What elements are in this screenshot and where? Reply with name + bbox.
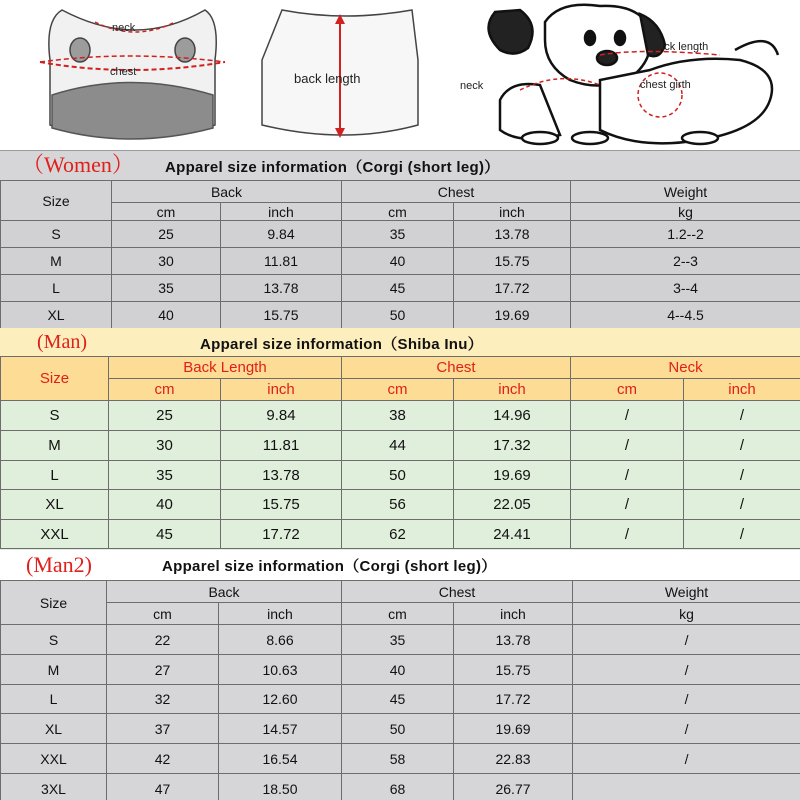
size-header: Size (1, 181, 112, 221)
man-size-table (0, 356, 800, 549)
table-cell: 24.41 (454, 520, 571, 549)
unit-header: inch (221, 379, 342, 401)
table-cell: / (684, 431, 800, 461)
table-cell: 37 (107, 714, 219, 744)
unit-header: cm (571, 379, 684, 401)
table-cell: / (571, 490, 684, 520)
table-cell: 9.84 (221, 401, 342, 431)
table-cell: / (573, 685, 800, 714)
table-row (1, 221, 800, 248)
table-cell: M (1, 431, 109, 461)
table-cell: 14.57 (219, 714, 342, 744)
table-cell: 11.81 (221, 248, 342, 275)
table-cell: 14.96 (454, 401, 571, 431)
unit-header: inch (454, 603, 573, 625)
table-cell: 68 (342, 774, 454, 800)
table-cell: 42 (107, 744, 219, 774)
unit-header: kg (573, 603, 800, 625)
table-cell: S (1, 401, 109, 431)
table-row (1, 490, 800, 520)
table-cell: 15.75 (454, 655, 573, 685)
table-cell: 50 (342, 461, 454, 490)
table-cell: 13.78 (454, 221, 571, 248)
table-row (1, 248, 800, 275)
unit-header: inch (221, 203, 342, 221)
table-cell: 2--3 (571, 248, 800, 275)
table-row (1, 275, 800, 302)
table-cell: 13.78 (221, 275, 342, 302)
table-cell: / (571, 520, 684, 549)
women-heading: Apparel size information（Corgi (short leg)） (165, 159, 500, 176)
table-cell: M (1, 655, 107, 685)
man2-tag: (Man2) (26, 552, 92, 577)
table-cell: 25 (112, 221, 221, 248)
table-cell: 15.75 (221, 490, 342, 520)
unit-header: cm (107, 603, 219, 625)
table-cell: / (571, 401, 684, 431)
table-cell: 11.81 (221, 431, 342, 461)
women-title-bar (0, 150, 800, 180)
back-length-label: back length (294, 71, 361, 86)
table-row (1, 302, 800, 329)
unit-header: inch (219, 603, 342, 625)
dog-drawing (489, 5, 778, 144)
table-cell: 12.60 (219, 685, 342, 714)
table-cell: 17.72 (221, 520, 342, 549)
table-cell: 3--4 (571, 275, 800, 302)
table-cell: L (1, 275, 112, 302)
table-cell: 35 (342, 221, 454, 248)
table-row (1, 625, 800, 655)
table-cell: 1.2--2 (571, 221, 800, 248)
table-cell: 16.54 (219, 744, 342, 774)
table-cell: 22 (107, 625, 219, 655)
group-header: Chest (342, 181, 571, 203)
table-cell: 56 (342, 490, 454, 520)
unit-header: cm (112, 203, 221, 221)
table-cell: 22.05 (454, 490, 571, 520)
table-cell: 35 (112, 275, 221, 302)
table-cell: 13.78 (221, 461, 342, 490)
table-cell: 40 (112, 302, 221, 329)
table-cell: 44 (342, 431, 454, 461)
man-tag: (Man) (37, 331, 87, 353)
table-cell: 10.63 (219, 655, 342, 685)
group-header: Weight (573, 581, 800, 603)
table-cell: 19.69 (454, 714, 573, 744)
group-header: Back Length (109, 357, 342, 379)
table-cell: M (1, 248, 112, 275)
table-cell: / (573, 744, 800, 774)
table-cell: 25 (109, 401, 221, 431)
table-cell: / (573, 714, 800, 744)
table-cell: L (1, 685, 107, 714)
table-row (1, 431, 800, 461)
man-title-bar (0, 328, 800, 356)
table-cell: 35 (109, 461, 221, 490)
table-cell: 50 (342, 714, 454, 744)
group-header: Neck (571, 357, 800, 379)
table-cell: 17.32 (454, 431, 571, 461)
table-cell: 19.69 (454, 302, 571, 329)
dog-neck-label: neck (460, 80, 484, 92)
table-cell: / (571, 461, 684, 490)
table-cell: L (1, 461, 109, 490)
chest-label: chest (110, 66, 137, 78)
man2-size-section (0, 550, 800, 800)
table-cell: 45 (109, 520, 221, 549)
man2-heading: Apparel size information（Corgi (short leg)） (162, 558, 497, 575)
table-cell: 45 (342, 685, 454, 714)
table-cell: 50 (342, 302, 454, 329)
table-cell: 17.72 (454, 685, 573, 714)
table-cell: 22.83 (454, 744, 573, 774)
women-size-section (0, 150, 800, 328)
table-row (1, 401, 800, 431)
table-cell: 8.66 (219, 625, 342, 655)
table-cell: 30 (112, 248, 221, 275)
man2-title-bar (0, 550, 800, 580)
dog-chest-girth-label: chest girth (640, 79, 691, 91)
unit-header: cm (342, 379, 454, 401)
table-cell: 30 (109, 431, 221, 461)
table-cell: 3XL (1, 774, 107, 800)
unit-header: inch (454, 203, 571, 221)
table-cell: 40 (342, 655, 454, 685)
table-cell: 13.78 (454, 625, 573, 655)
women-size-table (0, 180, 800, 329)
table-cell: S (1, 221, 112, 248)
table-cell: 45 (342, 275, 454, 302)
table-cell: 38 (342, 401, 454, 431)
unit-header: cm (342, 203, 454, 221)
table-row (1, 744, 800, 774)
man-size-section (0, 328, 800, 550)
measurement-illustrations (0, 0, 800, 150)
group-header: Weight (571, 181, 800, 203)
table-cell: S (1, 625, 107, 655)
table-row (1, 655, 800, 685)
group-header: Back (112, 181, 342, 203)
table-cell: / (571, 431, 684, 461)
table-cell: 15.75 (454, 248, 571, 275)
group-header: Chest (342, 357, 571, 379)
table-cell: 15.75 (221, 302, 342, 329)
table-cell: 18.50 (219, 774, 342, 800)
table-cell: 17.72 (454, 275, 571, 302)
table-cell (573, 774, 800, 800)
unit-header: inch (454, 379, 571, 401)
table-cell: 32 (107, 685, 219, 714)
table-cell: 40 (109, 490, 221, 520)
size-header: Size (1, 357, 109, 401)
group-header: Chest (342, 581, 573, 603)
table-cell: 26.77 (454, 774, 573, 800)
man2-size-table (0, 580, 800, 800)
table-cell: XXL (1, 520, 109, 549)
table-cell: XL (1, 714, 107, 744)
table-cell: 62 (342, 520, 454, 549)
table-cell: / (684, 461, 800, 490)
table-cell: / (684, 520, 800, 549)
size-header: Size (1, 581, 107, 625)
table-cell: / (573, 625, 800, 655)
table-cell: XL (1, 302, 112, 329)
table-cell: 40 (342, 248, 454, 275)
unit-header: inch (684, 379, 800, 401)
women-tag: （Women） (22, 152, 134, 177)
table-cell: 9.84 (221, 221, 342, 248)
unit-header: cm (342, 603, 454, 625)
table-row (1, 774, 800, 800)
dog-back-length-label: back length (652, 41, 709, 53)
table-cell: / (684, 490, 800, 520)
table-cell: / (684, 401, 800, 431)
group-header: Back (107, 581, 342, 603)
table-cell: XL (1, 490, 109, 520)
neck-label: neck (112, 22, 136, 34)
table-row (1, 714, 800, 744)
table-cell: 19.69 (454, 461, 571, 490)
unit-header: kg (571, 203, 800, 221)
table-row (1, 685, 800, 714)
table-cell: 47 (107, 774, 219, 800)
table-cell: 27 (107, 655, 219, 685)
man-heading: Apparel size information（Shiba Inu） (200, 336, 484, 353)
unit-header: cm (109, 379, 221, 401)
table-cell: 58 (342, 744, 454, 774)
table-cell: 35 (342, 625, 454, 655)
table-cell: / (573, 655, 800, 685)
table-cell: 4--4.5 (571, 302, 800, 329)
table-cell: XXL (1, 744, 107, 774)
table-row (1, 520, 800, 549)
table-row (1, 461, 800, 490)
